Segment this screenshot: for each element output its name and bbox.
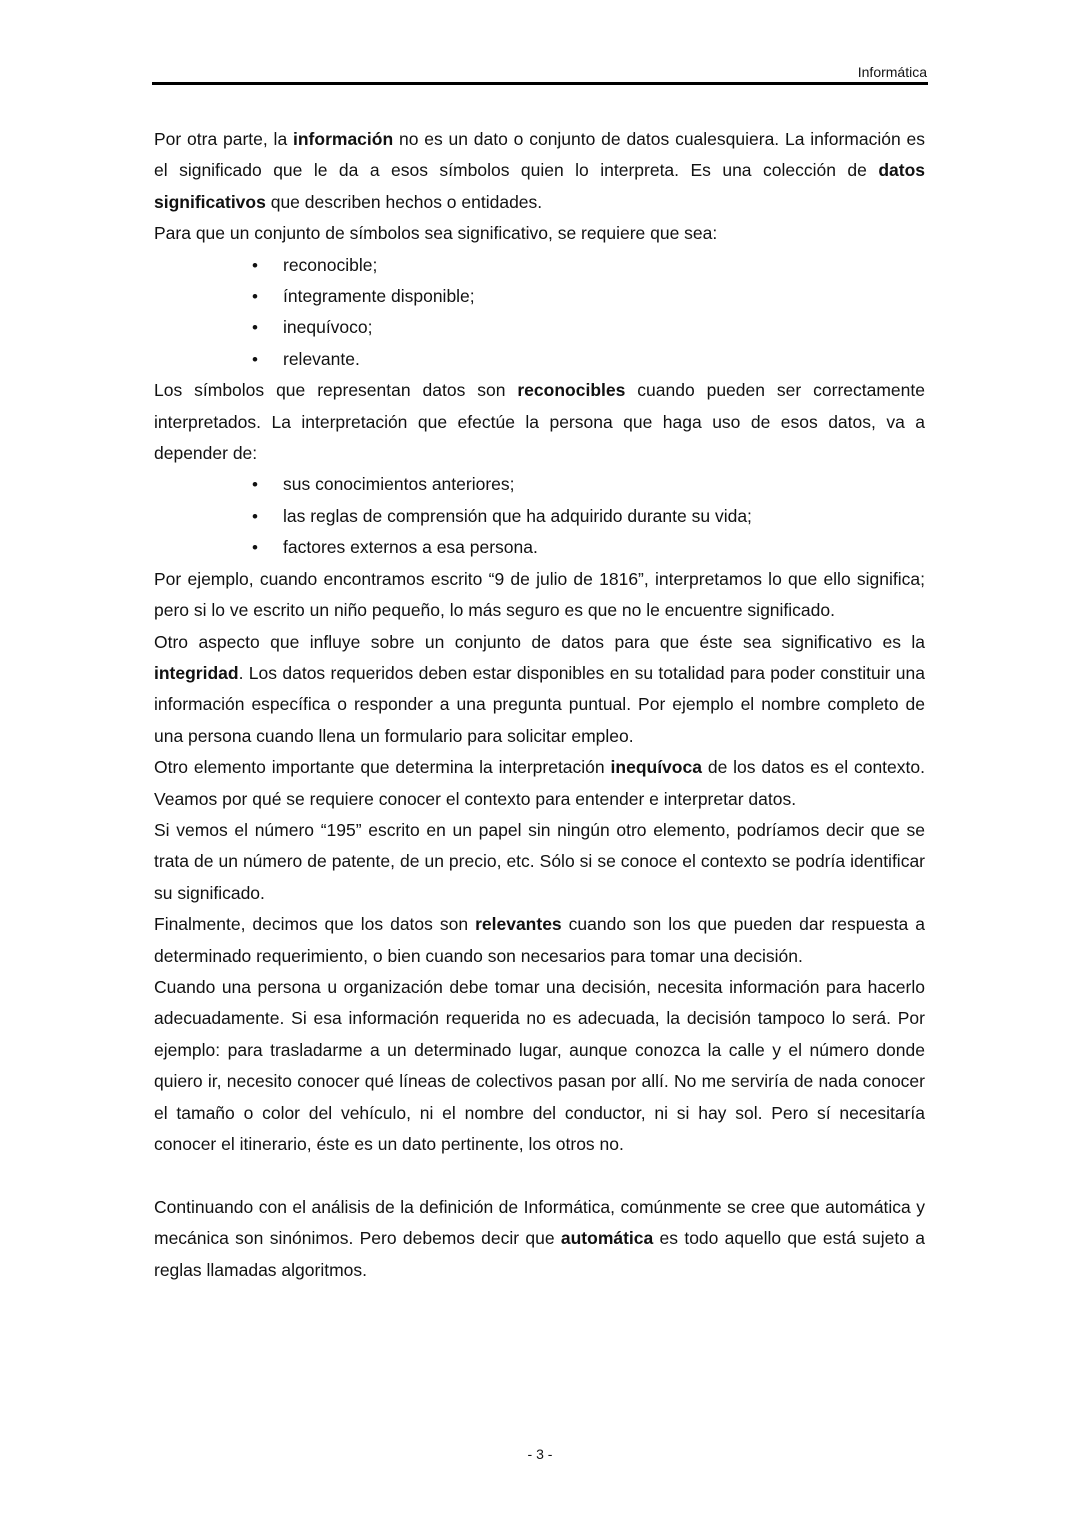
running-header: Informática	[857, 64, 927, 80]
paragraph-inequivoca: Otro elemento importante que determina la interpretación inequívoca de los datos es el contexto. Veamos por qué se requiere conocer el contexto para entender e interpretar datos.	[154, 757, 925, 809]
paragraph-automatica: Continuando con el análisis de la definición de Informática, comúnmente se cree que automática y mecánica son sinónimos. Pero debemos decir que automática es todo aquello que está sujeto a reglas llamadas algoritmos.	[154, 1196, 925, 1280]
bold-term: automática	[560, 1228, 654, 1249]
list-item: • íntegramente disponible;	[154, 281, 925, 312]
paragraph-relevantes: Finalmente, decimos que los datos son relevantes cuando son los que pueden dar respuesta a determinado requerimiento, o bien cuando son necesarios para tomar una decisión.	[154, 914, 925, 966]
paragraph-requisitos: Para que un conjunto de símbolos sea significativo, se requiere que sea:	[154, 223, 718, 244]
interpretation-factors-list	[154, 469, 925, 563]
bold-term: reconocibles	[517, 380, 626, 401]
paragraph-informacion: Por otra parte, la información no es un dato o conjunto de datos cualesquiera. La información es el significado que le da a esos símbolos quien lo interpreta. Es una colección de datos significativos que describen hechos o entidades.	[154, 129, 925, 212]
list-item: • sus conocimientos anteriores;	[154, 469, 925, 500]
page-body	[154, 124, 925, 1286]
paragraph-integridad: Otro aspecto que influye sobre un conjunto de datos para que éste sea significativo es la integridad. Los datos requeridos deben estar disponibles en su totalidad para poder constituir una información específica o responder a una pregunta puntual. Por ejemplo el nombre completo de una persona cuando llena un formulario para solicitar empleo.	[154, 631, 925, 746]
paragraph-decision: Cuando una persona u organización debe tomar una decisión, necesita información para hacerlo adecuadamente. Si esa información requerida no es adecuada, la decisión tampoco lo será. Por ejemplo: para trasladarme a un determinado lugar, aunque conozca la calle y el número donde quiero ir, necesito conocer qué líneas de colectivos pasan por allí. No me serviría de nada conocer el tamaño o color del vehículo, ni el nombre del conductor, ni si hay sol. Pero sí necesitaría conocer el itinerario, éste es un dato pertinente, los otros no.	[154, 976, 925, 1154]
list-item: • las reglas de comprensión que ha adquirido durante su vida;	[154, 501, 925, 532]
header-rule	[152, 82, 928, 85]
paragraph-spacer	[154, 1160, 925, 1191]
list-item: • inequívoco;	[154, 312, 925, 343]
bold-term: inequívoca	[610, 757, 702, 778]
list-item: • relevante.	[154, 344, 925, 375]
paragraph-ejemplo-fecha: Por ejemplo, cuando encontramos escrito “9 de julio de 1816”, interpretamos lo que ello significa; pero si lo ve escrito un niño pequeño, lo más seguro es que no le encuentre significado.	[154, 568, 925, 621]
page-number: - 3 -	[527, 1446, 553, 1462]
bold-term: datos significativos	[154, 160, 925, 212]
bold-term: información	[293, 129, 394, 149]
bold-term: relevantes	[475, 914, 562, 935]
bold-term: integridad	[154, 662, 239, 683]
requirements-list	[154, 250, 925, 376]
paragraph-reconocibles: Los símbolos que representan datos son reconocibles cuando pueden ser correctamente interpretados. La interpretación que efectúe la persona que haga uso de esos datos, va a depender de:	[154, 380, 925, 464]
list-item: • factores externos a esa persona.	[154, 532, 925, 563]
list-item: • reconocible;	[154, 250, 925, 281]
paragraph-ejemplo-numero: Si vemos el número “195” escrito en un papel sin ningún otro elemento, podríamos decir que se trata de un número de patente, de un precio, etc. Sólo si se conoce el contexto se podría identificar su significado.	[154, 819, 925, 903]
